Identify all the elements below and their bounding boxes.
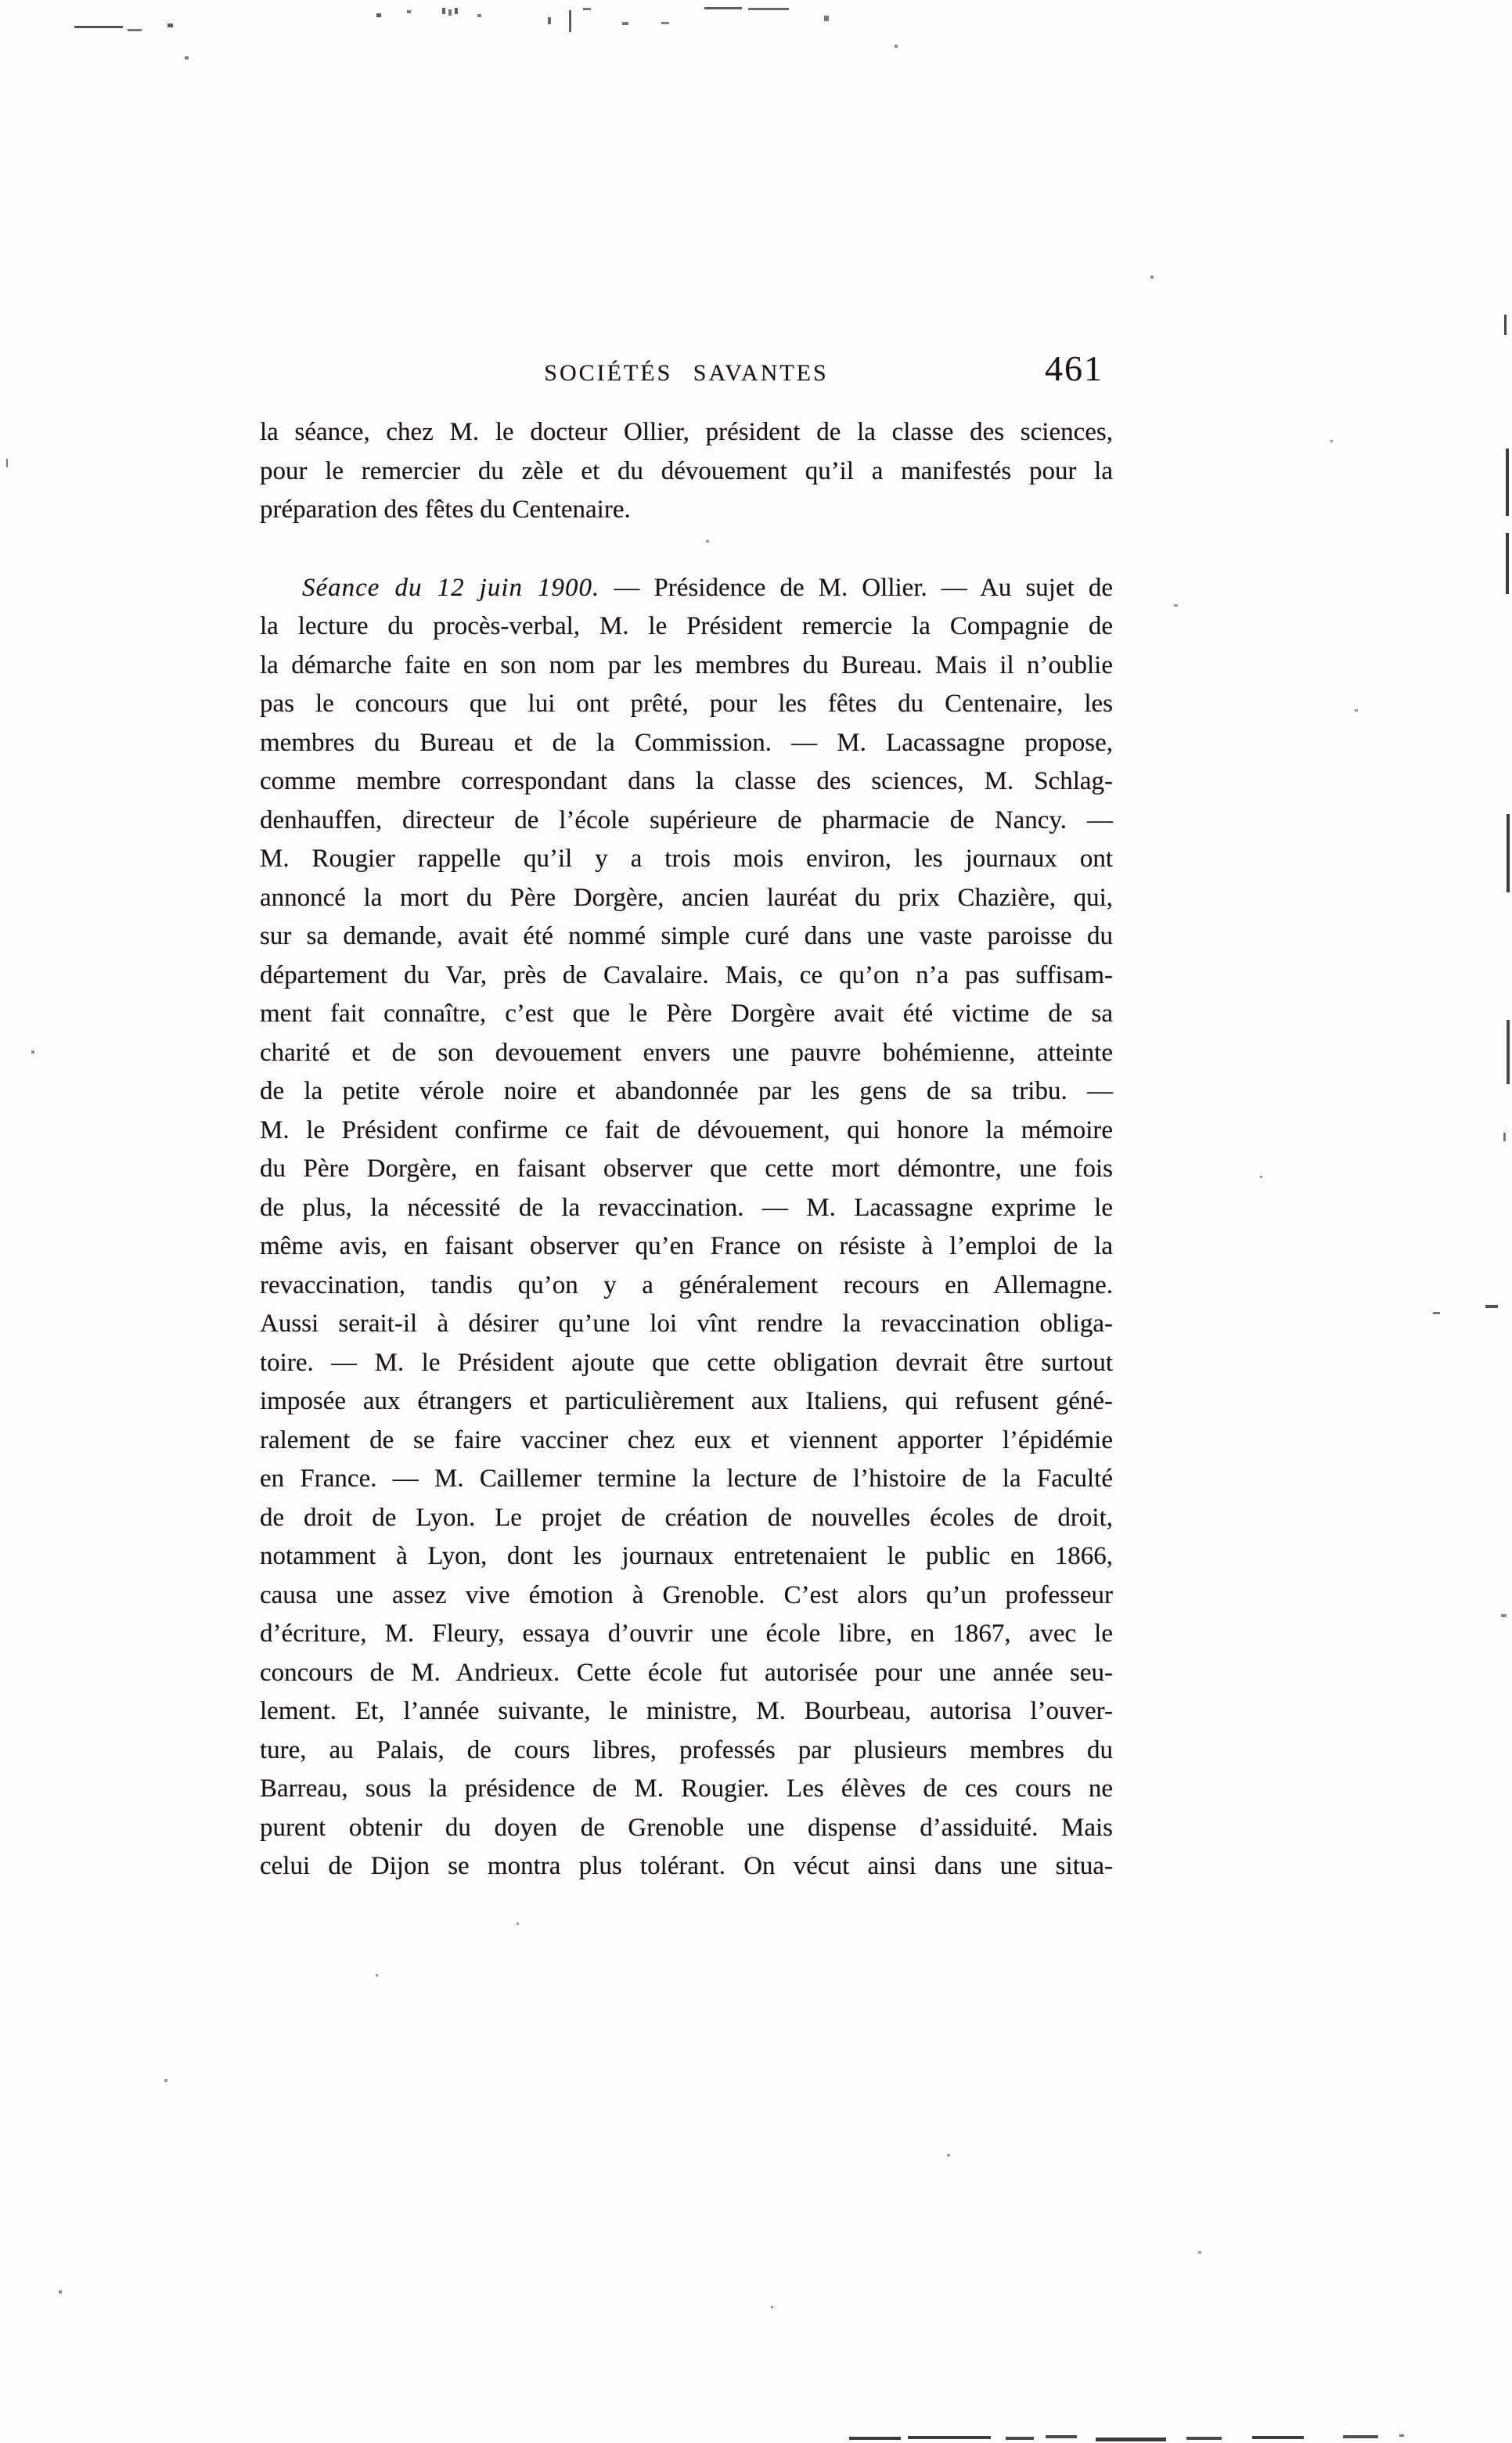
scan-noise [376,13,381,17]
scan-noise [6,459,8,467]
seance-first-line-rest: — Présidence de M. Ollier. — Au sujet de [599,573,1113,602]
scan-noise [771,2306,773,2308]
text-line: d’écriture, M. Fleury, essaya d’ouvrir une école libre, en 1867, avec le [260,1620,1113,1648]
text-line: ralement de se faire vacciner chez eux et viennent apporter l’épidémie [260,1425,1113,1454]
scan-noise [1504,315,1507,335]
scan-noise [477,14,481,17]
scan-noise [128,29,142,31]
text-line: même avis, en faisant observer qu’en France on résiste à l’emploi de la [260,1232,1113,1260]
scan-noise [1330,440,1333,442]
text-line: comme membre correspondant dans la classe des sciences, M. Schlag- [260,767,1113,795]
text-line: causa une assez vive émotion à Grenoble. C’est alors qu’un professeur [260,1580,1113,1609]
scan-noise [947,2154,950,2157]
text-line: concours de M. Andrieux. Cette école fut autorisée pour une année seu- [260,1658,1113,1687]
paragraph-2 [260,569,1113,1886]
text-line: revaccination, tandis qu’on y a généralement recours en Allemagne. [260,1270,1113,1299]
text-line: Aussi serait-il à désirer qu’une loi vînt rendre la revaccination obliga- [260,1310,1113,1338]
running-head [260,348,1113,395]
scan-noise [1507,814,1510,892]
scan-noise [824,16,829,21]
scan-noise [455,8,458,14]
text-line: ment fait connaître, c’est que le Père Dorgère avait été victime de sa [260,1000,1113,1028]
scan-noise [517,1922,519,1925]
scan-noise [704,7,742,9]
scan-noise [1485,1305,1498,1308]
text-line: département du Var, près de Cavalaire. Mais, ce qu’on n’a pas suffisam- [260,960,1113,989]
scan-noise [1096,2438,1166,2441]
text-line: pas le concours que lui ont prêté, pour les fêtes du Centenaire, les [260,690,1113,718]
text-line: purent obtenir du doyen de Grenoble une dispense d’assiduité. Mais [260,1813,1113,1842]
text-line: la lecture du procès-verbal, M. le Président remercie la Compagnie de [260,612,1113,640]
text-line: annoncé la mort du Père Dorgère, ancien lauréat du prix Chazière, qui, [260,883,1113,912]
text-line: denhauffen, directeur de l’école supérieure de pharmacie de Nancy. — [260,805,1113,834]
scan-noise [185,56,189,59]
scan-noise [1252,2436,1304,2439]
text-line: pour le remercier du zèle et du dévouement qu’il a manifestés pour la [260,456,1113,485]
text-line: en France. — M. Caillemer termine la lecture de l’histoire de la Faculté [260,1465,1113,1493]
scan-noise [376,1974,378,1976]
text-line: toire. — M. le Président ajoute que cette obligation devrait être surtout [260,1348,1113,1377]
text-line: ture, au Palais, de cours libres, professés par plusieurs membres du [260,1735,1113,1764]
scan-noise [748,8,789,10]
text-line: la séance, chez M. le docteur Ollier, président de la classe des sciences, [260,418,1113,446]
scan-noise [583,8,591,10]
page-body [260,413,1113,1886]
running-header-title: SOCIÉTÉS SAVANTES [544,360,829,386]
scan-noise [895,45,898,48]
text-line: la démarche faite en son nom par les membres du Bureau. Mais il n’oublie [260,650,1113,679]
scan-noise [1501,1614,1507,1617]
scan-noise [1198,2251,1201,2254]
text-line: M. le Président confirme ce fait de dévouement, qui honore la mémoire [260,1115,1113,1144]
paragraph-1 [260,413,1113,530]
text-line: de plus, la nécessité de la revaccination. — M. Lacassagne exprime le [260,1193,1113,1222]
scan-noise [661,22,669,24]
scan-noise [31,1050,34,1054]
scan-noise [908,2436,991,2439]
scan-noise [442,8,445,14]
scan-noise [448,9,452,16]
text-line [260,569,1113,608]
text-line: lement. Et, l’année suivante, le ministre, M. Bourbeau, autorisa l’ouver- [260,1697,1113,1725]
text-line: celui de Dijon se montra plus tolérant. On vécut ainsi dans une situa- [260,1852,1113,1880]
scan-noise [1507,1020,1510,1084]
scan-noise [1506,533,1509,594]
scan-noise [569,10,571,32]
scan-noise [1355,709,1358,712]
text-line: de droit de Lyon. Le projet de création de nouvelles écoles de droit, [260,1503,1113,1532]
text-line: imposée aux étrangers et particulièrement aux Italiens, qui refusent géné- [260,1387,1113,1415]
scan-noise [1343,2435,1378,2438]
scan-noise [1186,2437,1222,2440]
text-line: Barreau, sous la présidence de M. Rougier. Les élèves de ces cours ne [260,1775,1113,1803]
scan-noise [1433,1312,1440,1314]
scan-noise [407,10,411,13]
scan-noise [1260,1176,1262,1178]
page-number: 461 [1045,348,1103,388]
text-line: membres du Bureau et de la Commission. — M. Lacassagne propose, [260,728,1113,757]
text-line: M. Rougier rappelle qu’il y a trois mois environ, les journaux ont [260,845,1113,873]
seance-date-italic: Séance du 12 juin 1900. [302,573,600,602]
text-line: sur sa demande, avait été nommé simple curé dans une vaste paroisse du [260,922,1113,950]
text-line: du Père Dorgère, en faisant observer que cette mort démontre, une fois [260,1155,1113,1183]
text-line: préparation des fêtes du Centenaire. [260,495,631,524]
scan-noise [59,2290,62,2293]
scan-noise [1150,276,1154,279]
text-line: de la petite vérole noire et abandonnée par les gens de sa tribu. — [260,1077,1113,1105]
scan-noise [1006,2437,1034,2440]
scan-noise [1174,604,1178,607]
scan-noise [849,2437,901,2440]
scan-noise [1399,2434,1404,2437]
scan-noise [548,17,551,24]
scan-noise [1046,2435,1077,2438]
scan-noise [74,26,123,28]
scan-noise [167,23,173,27]
text-line: notamment à Lyon, dont les journaux entretenaient le public en 1866, [260,1542,1113,1570]
scan-noise [622,22,628,25]
scan-noise [164,2079,167,2082]
scan-noise [1503,1133,1506,1141]
text-line: charité et de son devouement envers une pauvre bohémienne, atteinte [260,1038,1113,1067]
scan-noise [706,540,709,542]
scan-noise [1506,449,1509,516]
